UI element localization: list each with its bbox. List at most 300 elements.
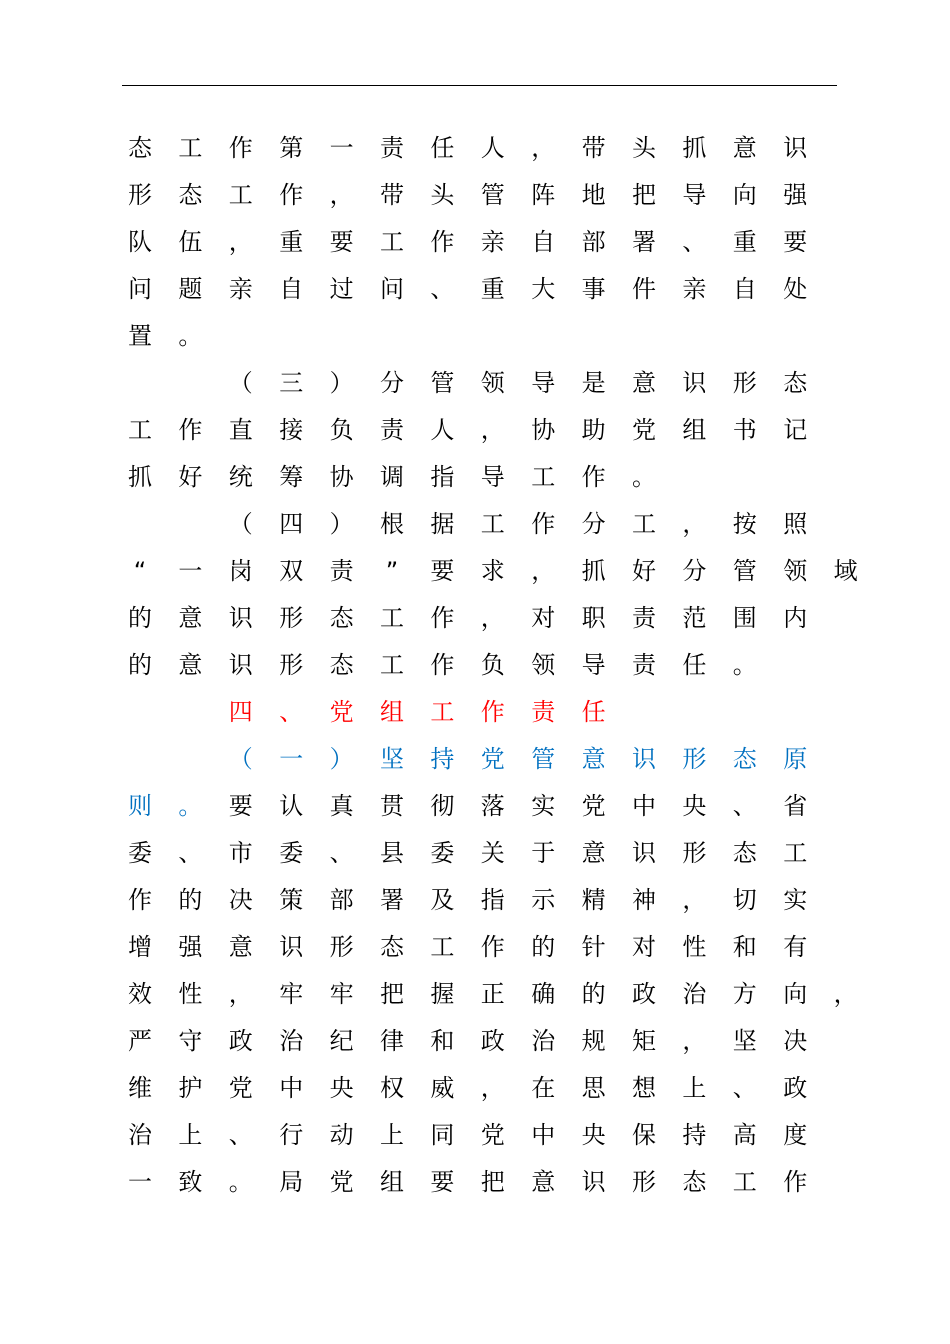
text-char: （ bbox=[228, 745, 253, 773]
header-rule bbox=[122, 85, 837, 86]
text-char: 中 bbox=[632, 792, 656, 820]
text-char: 书 bbox=[732, 416, 757, 444]
text-char: 市 bbox=[228, 839, 253, 867]
text-char: 责 bbox=[380, 134, 404, 162]
text-char: ， bbox=[228, 228, 253, 256]
text-char: 、 bbox=[732, 792, 757, 820]
text-char: 要 bbox=[329, 228, 354, 256]
text-char: 意 bbox=[228, 933, 253, 961]
text-char: 性 bbox=[178, 980, 203, 1008]
text-char: 识 bbox=[279, 933, 304, 961]
text-char: 指 bbox=[480, 886, 505, 914]
text-char: 要 bbox=[783, 228, 808, 256]
text-char: 向 bbox=[732, 181, 757, 209]
text-line bbox=[0, 556, 950, 603]
text-char: ， bbox=[833, 980, 858, 1008]
text-char: 神 bbox=[632, 886, 656, 914]
text-char: 和 bbox=[430, 1027, 455, 1055]
text-char: 委 bbox=[128, 839, 152, 867]
text-char: 强 bbox=[783, 181, 808, 209]
text-char: 分 bbox=[581, 510, 606, 538]
text-char: 党 bbox=[228, 1074, 253, 1102]
text-char: 、 bbox=[430, 275, 455, 303]
text-char: 党 bbox=[480, 1121, 505, 1149]
text-char: 一 bbox=[128, 1168, 152, 1196]
text-char: 照 bbox=[783, 510, 808, 538]
text-char: 处 bbox=[783, 275, 808, 303]
text-char: 抓 bbox=[682, 134, 707, 162]
text-char: 切 bbox=[732, 886, 757, 914]
text-char: 意 bbox=[632, 369, 656, 397]
text-char: 过 bbox=[329, 275, 354, 303]
text-char: 严 bbox=[128, 1027, 152, 1055]
text-char: 作 bbox=[228, 134, 253, 162]
text-char: ， bbox=[531, 557, 556, 585]
text-char: 思 bbox=[581, 1074, 606, 1102]
text-char: 形 bbox=[279, 651, 304, 679]
text-char: 党 bbox=[480, 745, 505, 773]
text-char: 自 bbox=[531, 228, 556, 256]
text-char: 作 bbox=[480, 933, 505, 961]
text-char: 导 bbox=[480, 463, 505, 491]
text-char: 真 bbox=[329, 792, 354, 820]
text-char: 落 bbox=[480, 792, 505, 820]
text-char: 要 bbox=[430, 557, 455, 585]
text-char: 根 bbox=[380, 510, 404, 538]
text-char: 责 bbox=[632, 604, 656, 632]
text-char: 工 bbox=[380, 604, 404, 632]
text-line bbox=[0, 509, 950, 556]
text-char: 域 bbox=[833, 557, 858, 585]
text-char: 责 bbox=[632, 651, 656, 679]
text-char: 、 bbox=[178, 839, 203, 867]
text-char: 部 bbox=[581, 228, 606, 256]
text-line bbox=[0, 1073, 950, 1120]
text-char: 带 bbox=[380, 181, 404, 209]
text-char: 作 bbox=[430, 651, 455, 679]
text-char: 导 bbox=[581, 651, 606, 679]
text-char: 形 bbox=[128, 181, 152, 209]
text-line bbox=[0, 932, 950, 979]
text-char: 自 bbox=[732, 275, 757, 303]
text-char: ， bbox=[682, 1027, 707, 1055]
text-char: 党 bbox=[329, 1168, 354, 1196]
text-char: 。 bbox=[732, 651, 757, 679]
text-char: 组 bbox=[380, 698, 404, 726]
text-char: 威 bbox=[430, 1074, 455, 1102]
text-line bbox=[0, 1120, 950, 1167]
text-char: 署 bbox=[632, 228, 656, 256]
text-char: 队 bbox=[128, 228, 152, 256]
text-char: 工 bbox=[430, 698, 455, 726]
text-char: 保 bbox=[632, 1121, 656, 1149]
text-char: 高 bbox=[732, 1121, 757, 1149]
text-char: 、 bbox=[682, 228, 707, 256]
text-char: 问 bbox=[380, 275, 404, 303]
text-char: 记 bbox=[783, 416, 808, 444]
text-char: 则 bbox=[128, 792, 152, 820]
text-char: 领 bbox=[783, 557, 808, 585]
text-char: 一 bbox=[279, 745, 304, 773]
text-char: 工 bbox=[632, 510, 656, 538]
text-char: 人 bbox=[480, 134, 505, 162]
text-char: 想 bbox=[632, 1074, 656, 1102]
text-char: 政 bbox=[480, 1027, 505, 1055]
text-char: 形 bbox=[682, 745, 707, 773]
text-line bbox=[0, 979, 950, 1026]
text-char: ， bbox=[228, 980, 253, 1008]
text-char: 亲 bbox=[228, 275, 253, 303]
text-char: 态 bbox=[329, 651, 354, 679]
text-char: 据 bbox=[430, 510, 455, 538]
text-char: 认 bbox=[279, 792, 304, 820]
text-char: 领 bbox=[480, 369, 505, 397]
text-char: 上 bbox=[682, 1074, 707, 1102]
text-char: 、 bbox=[279, 698, 304, 726]
text-line bbox=[0, 462, 950, 509]
text-char: 识 bbox=[783, 134, 808, 162]
text-char: 县 bbox=[380, 839, 404, 867]
text-char: 把 bbox=[380, 980, 404, 1008]
text-char: 工 bbox=[732, 1168, 757, 1196]
text-char: 求 bbox=[480, 557, 505, 585]
text-char: 治 bbox=[128, 1121, 152, 1149]
text-line bbox=[0, 838, 950, 885]
text-char: 贯 bbox=[380, 792, 404, 820]
text-char: 要 bbox=[228, 792, 253, 820]
text-char: 态 bbox=[783, 369, 808, 397]
text-char: 守 bbox=[178, 1027, 203, 1055]
text-char: 牢 bbox=[329, 980, 354, 1008]
text-char: 策 bbox=[279, 886, 304, 914]
text-char: 央 bbox=[329, 1074, 354, 1102]
text-char: ” bbox=[385, 557, 399, 585]
text-char: 律 bbox=[380, 1027, 404, 1055]
text-char: 态 bbox=[682, 1168, 707, 1196]
text-char: （ bbox=[228, 510, 253, 538]
text-char: 态 bbox=[178, 181, 203, 209]
text-char: 工 bbox=[178, 134, 203, 162]
text-char: 的 bbox=[581, 980, 606, 1008]
text-char: 重 bbox=[480, 275, 505, 303]
text-char: 实 bbox=[531, 792, 556, 820]
text-char: 的 bbox=[128, 604, 152, 632]
text-char: 央 bbox=[682, 792, 707, 820]
text-char: ， bbox=[531, 134, 556, 162]
text-char: 识 bbox=[228, 604, 253, 632]
text-char: 作 bbox=[279, 181, 304, 209]
text-char: 护 bbox=[178, 1074, 203, 1102]
text-char: 委 bbox=[279, 839, 304, 867]
text-char: 分 bbox=[682, 557, 707, 585]
text-char: 持 bbox=[430, 745, 455, 773]
text-char: 识 bbox=[581, 1168, 606, 1196]
text-char: 置 bbox=[128, 322, 152, 350]
text-char: 纪 bbox=[329, 1027, 354, 1055]
text-char: 大 bbox=[531, 275, 556, 303]
text-char: 于 bbox=[531, 839, 556, 867]
text-char: 彻 bbox=[430, 792, 455, 820]
text-char: 意 bbox=[178, 604, 203, 632]
text-char: （ bbox=[228, 369, 253, 397]
text-char: 一 bbox=[329, 134, 354, 162]
text-char: 增 bbox=[128, 933, 152, 961]
text-char: 作 bbox=[178, 416, 203, 444]
text-char: 管 bbox=[480, 181, 505, 209]
text-char: 持 bbox=[682, 1121, 707, 1149]
text-char: 有 bbox=[783, 933, 808, 961]
text-char: 决 bbox=[783, 1027, 808, 1055]
text-char: 双 bbox=[279, 557, 304, 585]
text-char: 牢 bbox=[279, 980, 304, 1008]
text-char: 工 bbox=[531, 463, 556, 491]
text-char: 上 bbox=[178, 1121, 203, 1149]
text-char: 及 bbox=[430, 886, 455, 914]
text-char: 强 bbox=[178, 933, 203, 961]
text-char: 把 bbox=[632, 181, 656, 209]
text-char: 亲 bbox=[480, 228, 505, 256]
text-char: 责 bbox=[531, 698, 556, 726]
text-line bbox=[0, 133, 950, 180]
text-char: 省 bbox=[783, 792, 808, 820]
text-char: 导 bbox=[682, 181, 707, 209]
text-char: 作 bbox=[581, 463, 606, 491]
text-char: 。 bbox=[178, 322, 203, 350]
text-char: 伍 bbox=[178, 228, 203, 256]
text-char: 作 bbox=[430, 228, 455, 256]
text-char: 重 bbox=[279, 228, 304, 256]
text-char: 部 bbox=[329, 886, 354, 914]
text-char: 工 bbox=[380, 228, 404, 256]
text-char: 协 bbox=[329, 463, 354, 491]
text-char: 态 bbox=[732, 745, 757, 773]
text-char: 坚 bbox=[732, 1027, 757, 1055]
text-char: 政 bbox=[228, 1027, 253, 1055]
text-char: 意 bbox=[178, 651, 203, 679]
text-char: 向 bbox=[783, 980, 808, 1008]
text-char: 正 bbox=[480, 980, 505, 1008]
text-char: ， bbox=[682, 886, 707, 914]
text-char: 确 bbox=[531, 980, 556, 1008]
text-char: 的 bbox=[128, 651, 152, 679]
text-char: “ bbox=[133, 557, 147, 585]
text-char: 阵 bbox=[531, 181, 556, 209]
text-char: 针 bbox=[581, 933, 606, 961]
text-char: 党 bbox=[581, 792, 606, 820]
text-line bbox=[0, 603, 950, 650]
text-char: 把 bbox=[480, 1168, 505, 1196]
text-char: 筹 bbox=[279, 463, 304, 491]
text-char: 。 bbox=[228, 1168, 253, 1196]
text-char: 署 bbox=[380, 886, 404, 914]
text-char: 头 bbox=[430, 181, 455, 209]
text-char: 工 bbox=[430, 933, 455, 961]
text-char: 行 bbox=[279, 1121, 304, 1149]
text-char: 识 bbox=[632, 745, 656, 773]
text-char: 党 bbox=[632, 416, 656, 444]
text-char: 坚 bbox=[380, 745, 404, 773]
text-char: 头 bbox=[632, 134, 656, 162]
text-char: 意 bbox=[581, 839, 606, 867]
text-char: 形 bbox=[279, 604, 304, 632]
text-char: 的 bbox=[531, 933, 556, 961]
text-line bbox=[0, 415, 950, 462]
text-char: 态 bbox=[380, 933, 404, 961]
text-char: 件 bbox=[632, 275, 656, 303]
text-line bbox=[0, 1167, 950, 1214]
text-char: 协 bbox=[531, 416, 556, 444]
text-char: 三 bbox=[279, 369, 304, 397]
text-char: 作 bbox=[430, 604, 455, 632]
text-line bbox=[0, 1026, 950, 1073]
text-char: 接 bbox=[279, 416, 304, 444]
text-char: 人 bbox=[430, 416, 455, 444]
text-char: 抓 bbox=[128, 463, 152, 491]
text-char: 题 bbox=[178, 275, 203, 303]
text-char: 实 bbox=[783, 886, 808, 914]
text-char: 形 bbox=[682, 839, 707, 867]
text-char: 效 bbox=[128, 980, 152, 1008]
text-char: ， bbox=[480, 416, 505, 444]
text-line bbox=[0, 180, 950, 227]
text-char: 组 bbox=[380, 1168, 404, 1196]
text-char: ， bbox=[329, 181, 354, 209]
text-char: 党 bbox=[329, 698, 354, 726]
text-char: 统 bbox=[228, 463, 253, 491]
text-char: 中 bbox=[531, 1121, 556, 1149]
text-char: 负 bbox=[329, 416, 354, 444]
text-char: 、 bbox=[228, 1121, 253, 1149]
text-char: 同 bbox=[430, 1121, 455, 1149]
text-char: 精 bbox=[581, 886, 606, 914]
text-char: ， bbox=[480, 604, 505, 632]
text-char: 导 bbox=[531, 369, 556, 397]
text-line bbox=[0, 368, 950, 415]
text-char: 好 bbox=[632, 557, 656, 585]
text-char: ， bbox=[682, 510, 707, 538]
text-char: 要 bbox=[430, 1168, 455, 1196]
text-char: 是 bbox=[581, 369, 606, 397]
text-char: 态 bbox=[329, 604, 354, 632]
text-char: 度 bbox=[783, 1121, 808, 1149]
text-line bbox=[0, 650, 950, 697]
text-char: 关 bbox=[480, 839, 505, 867]
text-char: 央 bbox=[581, 1121, 606, 1149]
text-char: 工 bbox=[480, 510, 505, 538]
text-char: 方 bbox=[732, 980, 757, 1008]
text-char: 上 bbox=[380, 1121, 404, 1149]
text-char: 作 bbox=[480, 698, 505, 726]
text-char: 维 bbox=[128, 1074, 152, 1102]
text-char: 形 bbox=[632, 1168, 656, 1196]
text-char: 识 bbox=[682, 369, 707, 397]
text-char: 工 bbox=[128, 416, 152, 444]
text-char: ） bbox=[329, 745, 354, 773]
text-char: 自 bbox=[279, 275, 304, 303]
text-char: 岗 bbox=[228, 557, 253, 585]
text-char: 范 bbox=[682, 604, 707, 632]
text-char: 和 bbox=[732, 933, 757, 961]
text-char: 态 bbox=[128, 134, 152, 162]
text-char: 围 bbox=[732, 604, 757, 632]
text-char: 规 bbox=[581, 1027, 606, 1055]
text-char: 政 bbox=[632, 980, 656, 1008]
text-char: 管 bbox=[531, 745, 556, 773]
text-char: 工 bbox=[783, 839, 808, 867]
text-line bbox=[0, 744, 950, 791]
text-char: 第 bbox=[279, 134, 304, 162]
text-char: 领 bbox=[531, 651, 556, 679]
text-char: 局 bbox=[279, 1168, 304, 1196]
text-char: 中 bbox=[279, 1074, 304, 1102]
text-char: 责 bbox=[380, 416, 404, 444]
text-char: 作 bbox=[531, 510, 556, 538]
text-char: 直 bbox=[228, 416, 253, 444]
text-char: 对 bbox=[632, 933, 656, 961]
text-line bbox=[0, 791, 950, 838]
text-char: 治 bbox=[279, 1027, 304, 1055]
text-char: 管 bbox=[430, 369, 455, 397]
text-char: 事 bbox=[581, 275, 606, 303]
text-char: ， bbox=[480, 1074, 505, 1102]
text-char: 负 bbox=[480, 651, 505, 679]
text-char: 。 bbox=[632, 463, 656, 491]
text-char: 示 bbox=[531, 886, 556, 914]
text-char: 政 bbox=[783, 1074, 808, 1102]
text-char: 分 bbox=[380, 369, 404, 397]
text-char: 管 bbox=[732, 557, 757, 585]
text-char: 原 bbox=[783, 745, 808, 773]
text-char: 形 bbox=[732, 369, 757, 397]
text-char: 治 bbox=[682, 980, 707, 1008]
text-char: 一 bbox=[178, 557, 203, 585]
text-char: 任 bbox=[682, 651, 707, 679]
text-char: 意 bbox=[732, 134, 757, 162]
text-line bbox=[0, 274, 950, 321]
text-char: 职 bbox=[581, 604, 606, 632]
text-char: 按 bbox=[732, 510, 757, 538]
text-char: 工 bbox=[380, 651, 404, 679]
text-char: 问 bbox=[128, 275, 152, 303]
text-char: 指 bbox=[430, 463, 455, 491]
text-char: 态 bbox=[732, 839, 757, 867]
text-char: 性 bbox=[682, 933, 707, 961]
text-char: 好 bbox=[178, 463, 203, 491]
text-line bbox=[0, 885, 950, 932]
text-char: 作 bbox=[783, 1168, 808, 1196]
text-char: 任 bbox=[430, 134, 455, 162]
text-char: 。 bbox=[178, 792, 203, 820]
text-char: ） bbox=[329, 510, 354, 538]
text-char: 助 bbox=[581, 416, 606, 444]
text-char: 内 bbox=[783, 604, 808, 632]
text-char: 的 bbox=[178, 886, 203, 914]
text-char: 决 bbox=[228, 886, 253, 914]
text-char: 抓 bbox=[581, 557, 606, 585]
text-char: ） bbox=[329, 369, 354, 397]
text-line bbox=[0, 227, 950, 274]
text-char: 矩 bbox=[632, 1027, 656, 1055]
text-char: 四 bbox=[279, 510, 304, 538]
text-char: 重 bbox=[732, 228, 757, 256]
text-char: 四 bbox=[228, 698, 253, 726]
text-char: 组 bbox=[682, 416, 707, 444]
text-char: 致 bbox=[178, 1168, 203, 1196]
text-char: 动 bbox=[329, 1121, 354, 1149]
text-char: 带 bbox=[581, 134, 606, 162]
text-char: 、 bbox=[329, 839, 354, 867]
text-line bbox=[0, 697, 950, 744]
